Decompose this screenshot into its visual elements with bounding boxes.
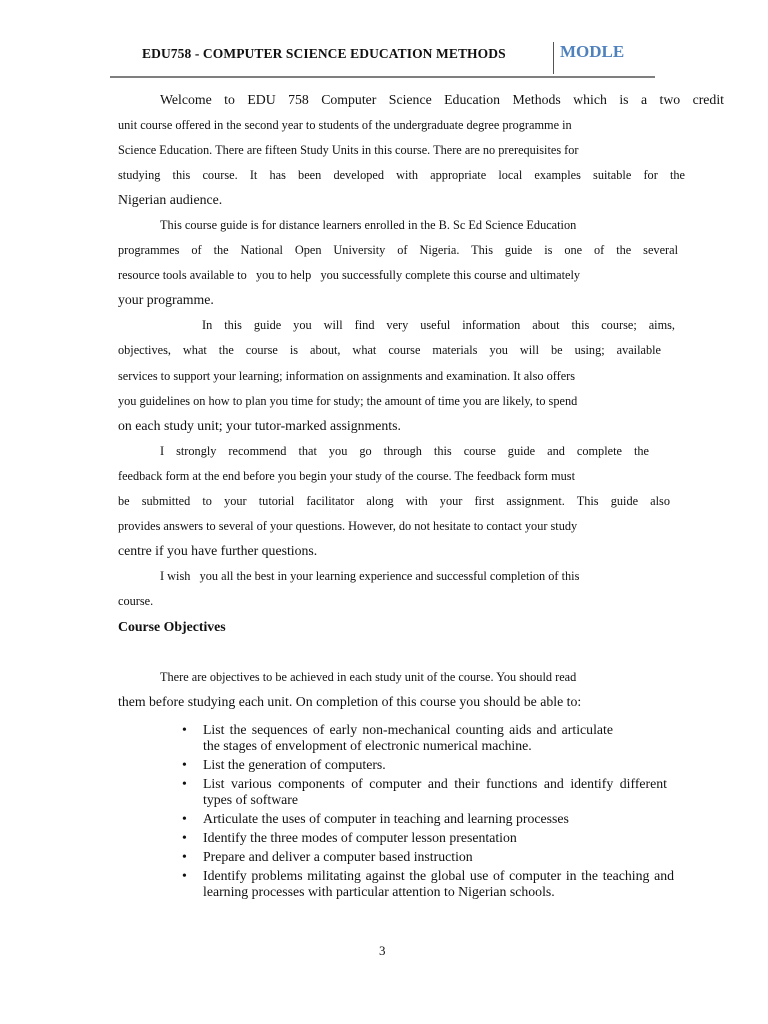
text-line: Science Education. There are fifteen Study Units in this course. There are no prerequisites for xyxy=(118,143,579,157)
list-item xyxy=(182,776,674,808)
bullet-icon: • xyxy=(182,849,187,864)
objective-text: Prepare and deliver a computer based instruction xyxy=(203,849,473,864)
text-line: programmes of the National Open University of Nigeria. This guide is one of the several xyxy=(118,243,678,257)
text-line: unit course offered in the second year to students of the undergraduate degree programme in xyxy=(118,118,572,132)
brand-label: MODLE xyxy=(560,42,625,61)
objective-text: Identify the three modes of computer lesson presentation xyxy=(203,830,517,845)
text-line: services to support your learning; information on assignments and examination. It also offers xyxy=(118,369,576,383)
text-line: your programme. xyxy=(118,292,214,307)
bullet-icon: • xyxy=(182,830,187,845)
section-heading: Course Objectives xyxy=(118,619,226,634)
text-line: In this guide you will find very useful information about this course; aims, xyxy=(202,318,675,332)
objective-text: List the sequences of early non-mechanical counting aids and articulate the stages of envelopment of electronic numerical machine. xyxy=(203,722,613,753)
text-line: Welcome to EDU 758 Computer Science Education Methods which is a two credit xyxy=(160,92,724,107)
objective-text: Identify problems militating against the global use of computer in the teaching and learning processes with particular attention to Nigerian schools. xyxy=(203,868,674,899)
text-line: feedback form at the end before you begin your study of the course. The feedback form must xyxy=(118,469,575,483)
text-line: you guidelines on how to plan you time for study; the amount of time you are likely, to spend xyxy=(118,394,578,408)
text-line: This course guide is for distance learners enrolled in the B. Sc Ed Science Education xyxy=(160,218,577,232)
text-line: on each study unit; your tutor-marked assignments. xyxy=(118,418,401,433)
objectives-list xyxy=(182,722,674,903)
bullet-icon: • xyxy=(182,868,187,883)
list-item xyxy=(182,830,674,846)
list-item xyxy=(182,811,674,827)
list-item xyxy=(182,757,674,773)
text-line: studying this course. It has been developed with appropriate local examples suitable for the xyxy=(118,168,685,182)
list-item xyxy=(182,849,674,865)
page-header xyxy=(110,38,655,78)
objective-text: List the generation of computers. xyxy=(203,757,386,772)
text-line: I wish you all the best in your learning experience and successful completion of this xyxy=(160,569,580,583)
bullet-icon: • xyxy=(182,757,187,772)
text-line: I strongly recommend that you go through this course guide and complete the xyxy=(160,444,649,458)
list-item xyxy=(182,722,674,754)
text-line: them before studying each unit. On completion of this course you should be able to: xyxy=(118,694,582,709)
text-line: There are objectives to be achieved in each study unit of the course. You should read xyxy=(160,670,577,684)
page-number: 3 xyxy=(379,943,386,958)
text-line: Nigerian audience. xyxy=(118,192,223,207)
list-item xyxy=(182,868,674,900)
text-line: resource tools available to you to help you successfully complete this course and ultimately xyxy=(118,268,581,282)
bullet-icon: • xyxy=(182,776,187,791)
course-title: EDU758 - COMPUTER SCIENCE EDUCATION METHODS xyxy=(142,46,506,61)
text-line: be submitted to your tutorial facilitator along with your first assignment. This guide also xyxy=(118,494,670,508)
objective-text: Articulate the uses of computer in teaching and learning processes xyxy=(203,811,569,826)
bullet-icon: • xyxy=(182,722,187,737)
bullet-icon: • xyxy=(182,811,187,826)
text-line: objectives, what the course is about, what course materials you will be using; available xyxy=(118,343,661,357)
objective-text: List various components of computer and their functions and identify different types of software xyxy=(203,776,667,807)
text-line: centre if you have further questions. xyxy=(118,543,318,558)
text-line: provides answers to several of your questions. However, do not hesitate to contact your study xyxy=(118,519,578,533)
header-divider xyxy=(553,42,554,74)
text-line: course. xyxy=(118,594,154,608)
